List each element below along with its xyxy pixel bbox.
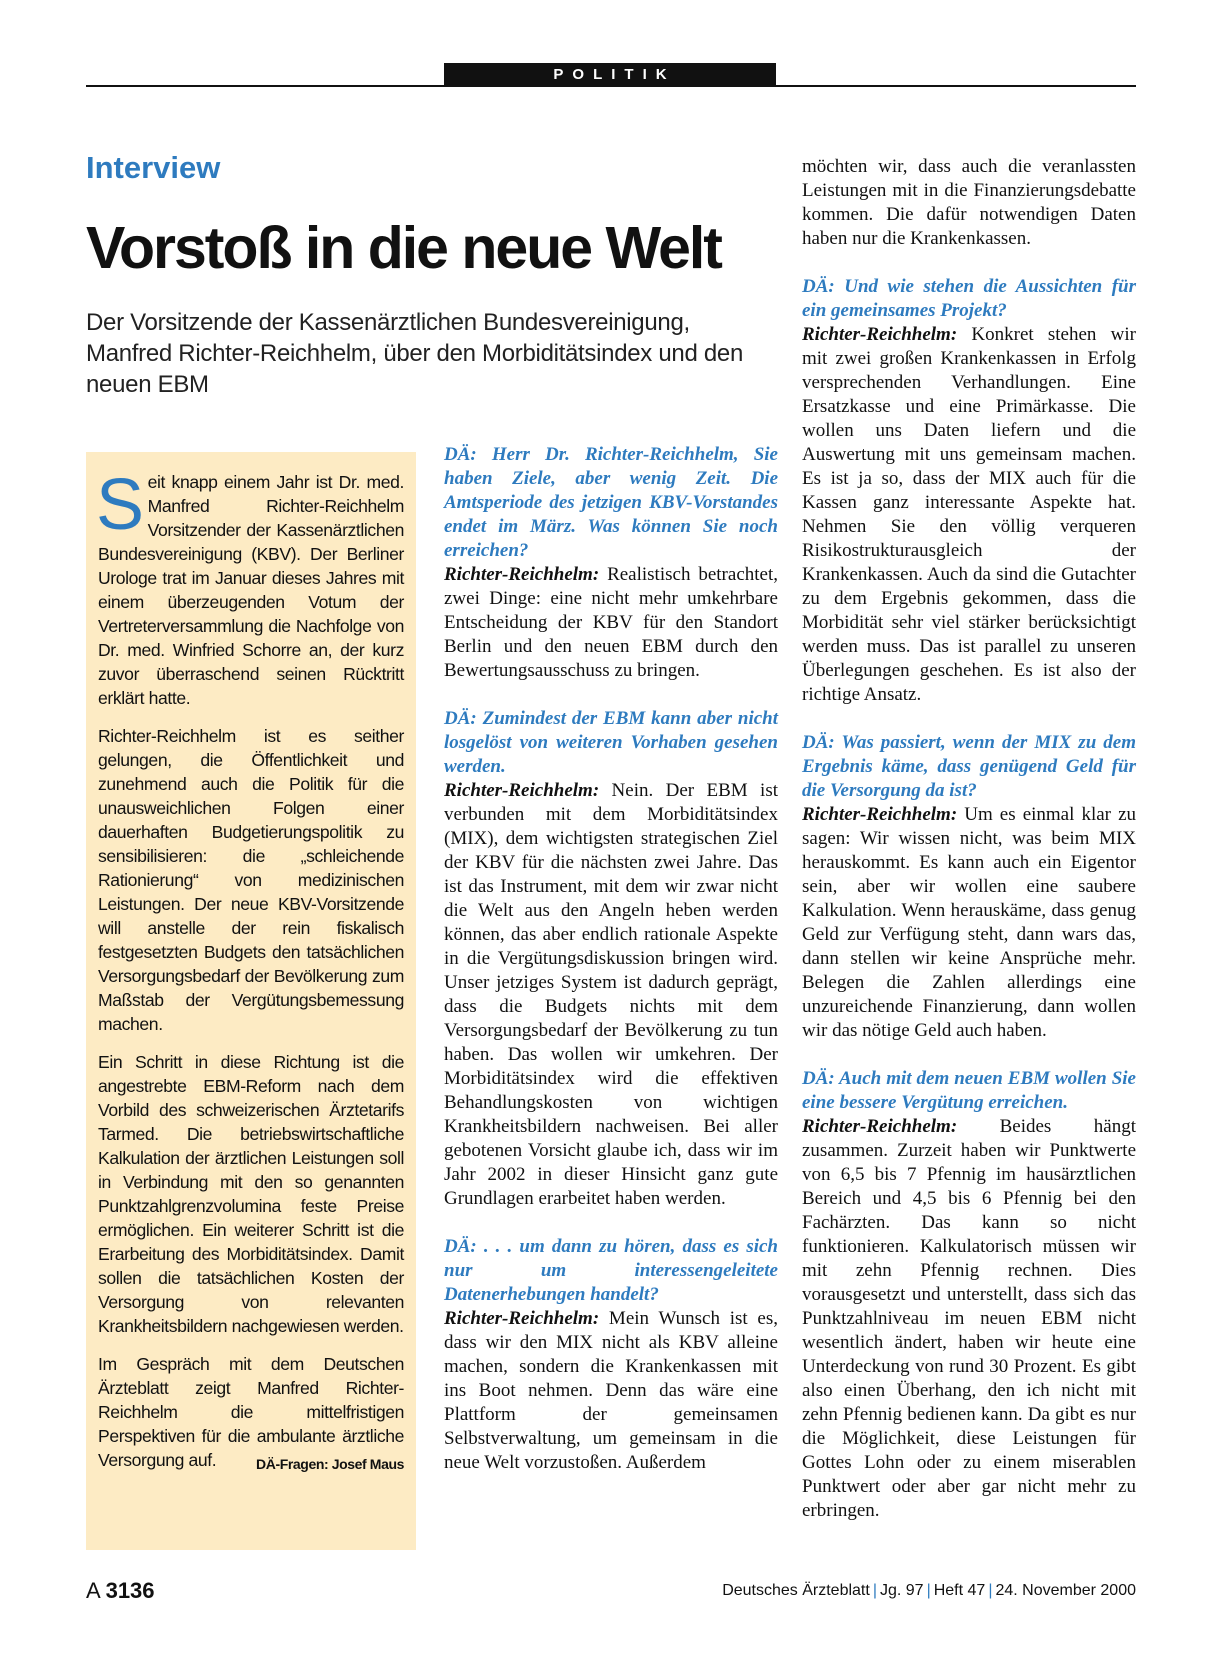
answer-3-continued: möchten wir, dass auch die veranlassten Leistungen mit in die Finanzierungsdebatte kommen. Die dafür notwendigen Daten haben nur die Krankenkassen. <box>802 156 1136 249</box>
intro-box <box>86 452 416 1550</box>
kicker: Interview <box>86 150 221 185</box>
author-credit: DÄ-Fragen: Josef Maus <box>256 1456 404 1472</box>
answer-6 <box>802 1115 1136 1523</box>
answer-3 <box>444 1307 778 1475</box>
issue: Heft 47 <box>933 1582 986 1599</box>
question-3: DÄ: . . . um dann zu hören, dass es sich nur um interessengeleitete Datenerhebungen handelt? <box>444 1236 778 1305</box>
intro-paragraph-2: Richter-Reichhelm ist es seither gelungen, die Öffentlichkeit und zunehmend auch die Politik für die unausweichlichen Folgen einer dauerhaften Budgetierungspolitik zu sensibilisieren: die „schleichende Rationierung“ von medizinischen Leistungen. Der neue KBV-Vorsitzende will anstelle der rein fiskalisch festgesetzten Budgets den tatsächlichen Versorgungsbedarf der Bevölkerung zum Maßstab der Vergütungsbemessung machen. <box>98 726 404 1034</box>
column-middle <box>444 443 778 1475</box>
page-number-value: 3136 <box>105 1578 155 1603</box>
answer-2 <box>444 779 778 1211</box>
journal-name: Deutsches Ärzteblatt <box>722 1582 870 1599</box>
speaker-label: Richter-Reichhelm: <box>444 780 600 801</box>
issue-date: 24. November 2000 <box>995 1582 1136 1599</box>
answer-4-text: Konkret stehen wir mit zwei großen Krankenkassen in Erfolg versprechenden Verhandlungen. Eine Ersatzkasse und eine Primärkasse. Die wollen uns Daten liefern und die Auswertung mit uns gemeinsam machen. Es ist ja so, dass der MIX auch für die Kassen ganz interessante Aspekte hat. Nehmen Sie den völlig verqueren Risikostrukturausgleich der Krankenkassen. Auch da sind die Gutachter zu dem Ergebnis gekommen, dass die Morbidität sehr viel stärker berücksichtigt werden muss. Das ist parallel zu unseren Überlegungen geschehen. Es ist also der richtige Ansatz. <box>802 324 1136 705</box>
dropcap: S <box>96 465 144 545</box>
answer-5 <box>802 803 1136 1043</box>
column-right <box>802 155 1136 1523</box>
intro-paragraph-1 <box>96 465 404 710</box>
volume: Jg. 97 <box>879 1582 924 1599</box>
intro-text-1: eit knapp einem Jahr ist Dr. med. Manfred Richter-Reichhelm Vorsitzender der Kassenärztlichen Bundesvereinigung (KBV). Der Berliner Urologe trat im Januar dieses Jahres mit einem überzeugenden Votum der Vertreterversammlung die Nachfolge von Dr. med. Winfried Schorre an, der kurz zuvor überraschend seinen Rücktritt erklärt hatte. <box>98 472 404 708</box>
answer-1-text: Realistisch betrachtet, zwei Dinge: eine nicht mehr umkehrbare Entscheidung der KBV für den Standort Berlin und den neuen EBM durch den Bewertungsausschuss zu bringen. <box>444 564 778 681</box>
intro-text-4: Im Gespräch mit dem Deutschen Ärzteblatt zeigt Manfred Richter-Reichhelm die mittelfristigen Perspektiven für die ambulante ärztliche Versorgung auf. <box>98 1354 404 1470</box>
deck-subtitle: Der Vorsitzende der Kassenärztlichen Bundesvereinigung, Manfred Richter-Reichhelm, über den Morbiditätsindex und den neuen EBM <box>86 309 744 398</box>
footer-separator: | <box>926 1582 931 1599</box>
question-6: DÄ: Auch mit dem neuen EBM wollen Sie eine bessere Vergütung erreichen. <box>802 1068 1136 1113</box>
page-number <box>86 1578 155 1604</box>
speaker-label: Richter-Reichhelm: <box>444 564 600 585</box>
question-1: DÄ: Herr Dr. Richter-Reichhelm, Sie haben Ziele, aber wenig Zeit. Die Amtsperiode des jetzigen KBV-Vorstandes endet im März. Was können Sie noch erreichen? <box>444 444 778 561</box>
question-2: DÄ: Zumindest der EBM kann aber nicht losgelöst von weiteren Vorhaben gesehen werden. <box>444 708 778 777</box>
page-prefix: A <box>86 1578 106 1603</box>
speaker-label: Richter-Reichhelm: <box>802 324 958 345</box>
answer-6-text: Beides hängt zusammen. Zurzeit haben wir Punktwerte von 6,5 bis 7 Pfennig im hausärztlichen Bereich und 4,5 bis 6 Pfennig bei den Fachärzten. Das kann so nicht funktionieren. Kalkulatorisch müssen wir mit zehn Pfennig rechnen. Dies vorausgesetzt und unterstellt, dass sich das Punktzahlniveau im neuen EBM nicht wesentlich ändert, haben wir heute eine Unterdeckung von rund 30 Prozent. Es gibt also einen Überhang, den ich nicht mit zehn Pfennig bedienen kann. Da gibt es nur die Möglichkeit, diese Leistungen für Gottes Lohn oder zu einem miserablen Punktwert oder aber gar nicht mehr zu erbringen. <box>802 1116 1136 1521</box>
intro-paragraph-4 <box>98 1352 404 1472</box>
speaker-label: Richter-Reichhelm: <box>802 804 958 825</box>
question-4: DÄ: Und wie stehen die Aussichten für ein gemeinsames Projekt? <box>802 276 1136 321</box>
speaker-label: Richter-Reichhelm: <box>444 1308 600 1329</box>
answer-1 <box>444 563 778 683</box>
footer-separator: | <box>988 1582 993 1599</box>
page-title: Vorstoß in die neue Welt <box>86 215 721 281</box>
footer-citation <box>722 1582 1136 1600</box>
footer-separator: | <box>872 1582 877 1599</box>
speaker-label: Richter-Reichhelm: <box>802 1116 958 1137</box>
answer-5-text: Um es einmal klar zu sagen: Wir wissen nicht, was beim MIX herauskommt. Es kann auch ein Eigentor sein, aber wir wollen eine saubere Kalkulation. Wenn herauskäme, dass genug Geld zur Verfügung steht, dann wars das, dann stellen wir keine Ansprüche mehr. Belegen die Zahlen allerdings eine unzureichende Finanzierung, dann wollen wir das nötige Geld auch haben. <box>802 804 1136 1041</box>
section-label: POLITIK <box>444 63 776 86</box>
intro-paragraph-3: Ein Schritt in diese Richtung ist die angestrebte EBM-Reform nach dem Vorbild des schweizerischen Ärztetarifs Tarmed. Die betriebswirtschaftliche Kalkulation der ärztlichen Leistungen soll in Verbindung mit den so genannten Punktzahlgrenzvolumina feste Preise ermöglichen. Ein weiterer Schritt ist die Erarbeitung des Morbiditätsindex. Damit sollen die tatsächlichen Kosten der Versorgung von relevanten Krankheitsbildern nachgewiesen werden. <box>98 1052 404 1336</box>
answer-4 <box>802 323 1136 707</box>
question-5: DÄ: Was passiert, wenn der MIX zu dem Ergebnis käme, dass genügend Geld für die Versorgung da ist? <box>802 732 1136 801</box>
answer-3-text: Mein Wunsch ist es, dass wir den MIX nicht als KBV alleine machen, sondern die Krankenkassen mit ins Boot nehmen. Denn das wäre eine Plattform der gemeinsamen Selbstverwaltung, um gemeinsam in die neue Welt vorzustoßen. Außerdem <box>444 1308 778 1473</box>
answer-2-text: Nein. Der EBM ist verbunden mit dem Morbiditätsindex (MIX), dem wichtigsten strategischen Ziel der KBV für die nächsten zwei Jahre. Das ist das Instrument, mit dem wir zwar nicht die Welt aus den Angeln heben werden können, das aber endlich rationale Aspekte in die Vergütungsdiskussion bringen wird. Unser jetziges System ist dadurch geprägt, dass die Budgets nichts mit dem Versorgungsbedarf der Bevölkerung zu tun haben. Das wollen wir umkehren. Der Morbiditätsindex wird die effektiven Behandlungskosten von wichtigen Krankheitsbildern nachweisen. Bei aller gebotenen Vorsicht glaube ich, dass wir im Jahr 2002 in dieser Hinsicht ganz gute Grundlagen erarbeitet haben werden. <box>444 780 778 1209</box>
